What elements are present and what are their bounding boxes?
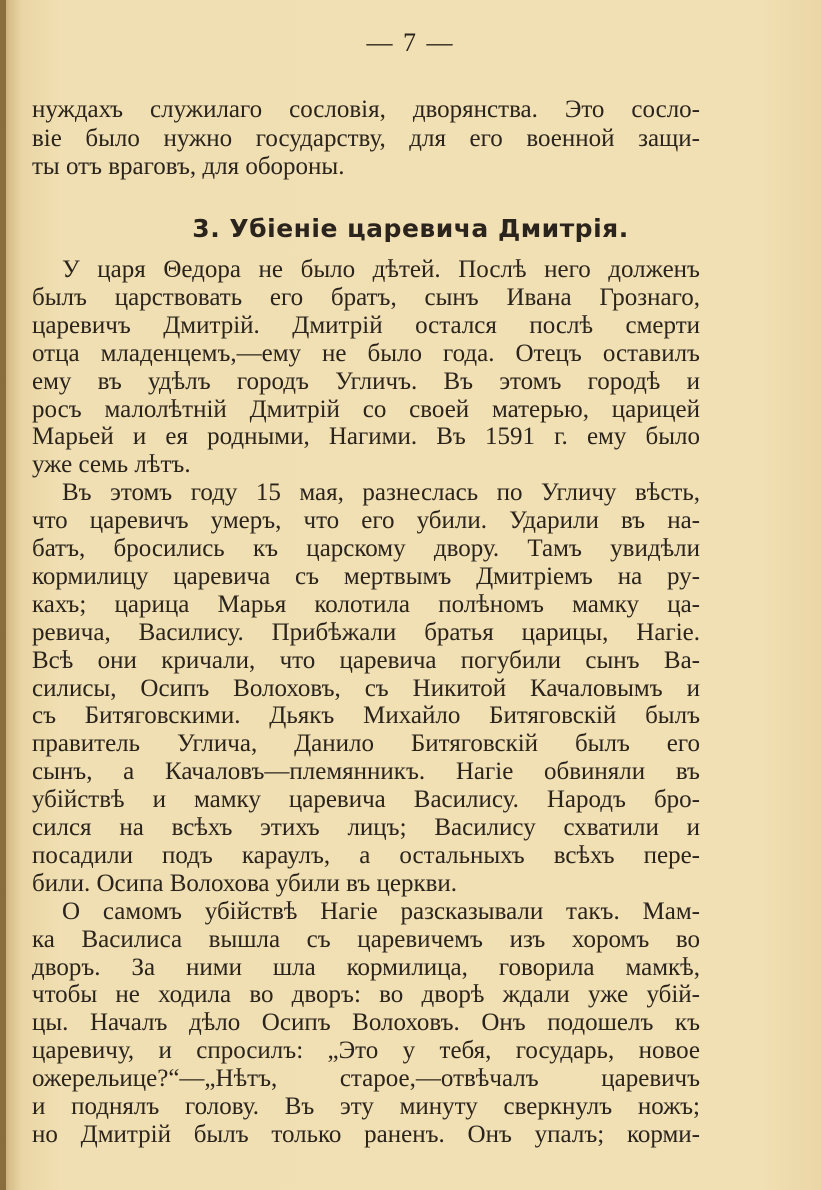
line-text: батъ, бросились къ царскому двору. Тамъ увидѣли <box>32 535 700 562</box>
text-line <box>32 898 700 926</box>
text-line <box>32 730 700 758</box>
line-text: О самомъ убійствѣ Нагіе разсказывали такъ. Мам- <box>62 897 700 925</box>
line-text: чтобы не ходила во дворъ: во дворѣ ждали уже убій- <box>32 981 700 1009</box>
line-text: кормилицу царевича съ мертвымъ Дмитріемъ на ру- <box>32 562 700 590</box>
text-line <box>32 507 700 535</box>
text-line <box>32 1093 700 1121</box>
text-line <box>32 842 700 870</box>
section-heading: 3. Убіеніе царевича Дмитрія. <box>192 214 629 243</box>
line-text: съ Битяговскими. Дьякъ Михайло Битяговскій былъ <box>32 702 700 730</box>
text-line <box>32 284 700 312</box>
line-text: убійствѣ и мамку царевича Василису. Народъ бро- <box>32 786 700 814</box>
line-text: сынъ, а Качаловъ—племянникъ. Нагіе обвиняли въ <box>32 758 700 786</box>
text-line <box>32 340 700 368</box>
line-text: силисы, Осипъ Волоховъ, съ Никитой Качаловымъ и <box>32 674 700 702</box>
page-number: — 7 — <box>366 28 455 57</box>
text-line <box>32 786 700 814</box>
text-line <box>32 926 700 954</box>
text-line <box>32 396 700 424</box>
text-line <box>32 675 700 703</box>
text-line <box>32 368 700 396</box>
text-line <box>32 451 700 479</box>
text-line <box>32 1121 700 1149</box>
line-text: но Дмитрій былъ только раненъ. Онъ упалъ; корми- <box>32 1120 700 1148</box>
line-text: росъ малолѣтній Дмитрій со своей матерью, царицей <box>32 395 700 423</box>
text-line <box>32 758 700 786</box>
line-text: Марьей и ея родными, Нагими. Въ 1591 г. ему было <box>32 423 700 451</box>
text-line <box>32 423 700 451</box>
line-text: царевичъ Дмитрій. Дмитрій остался послѣ смерти <box>32 311 700 339</box>
text-line <box>32 125 700 154</box>
line-text: сился на всѣхъ этихъ лицъ; Василису схватили и <box>32 814 700 841</box>
line-text: ему въ удѣлъ городъ Угличъ. Въ этомъ городѣ и <box>32 367 700 395</box>
text-line <box>32 619 700 647</box>
intro-paragraph <box>32 96 700 182</box>
line-text: правитель Углича, Данило Битяговскій былъ его <box>32 730 700 758</box>
text-line <box>32 814 700 842</box>
line-text: и поднялъ голову. Въ эту минуту сверкнулъ ножъ; <box>32 1093 700 1120</box>
line-text: что царевичъ умеръ, что его убили. Ударили въ на- <box>32 507 700 535</box>
text-line <box>32 96 700 125</box>
line-text: былъ царствовать его братъ, сынъ Ивана Грознаго, <box>32 283 700 311</box>
line-text: били. Осипа Волохова убили въ церкви. <box>32 869 458 897</box>
line-text: Всѣ они кричали, что царевича погубили сынъ Ва- <box>32 646 700 674</box>
text-line <box>32 479 700 507</box>
line-text: нуждахъ служилаго сословія, дворянства. Это сосло- <box>32 96 700 123</box>
line-text: посадили подъ караулъ, а остальныхъ всѣхъ пере- <box>32 841 700 869</box>
line-text: Въ этомъ году 15 мая, разнеслась по Угличу вѣсть, <box>62 479 700 507</box>
line-text: отца младенцемъ,—ему не было года. Отецъ оставилъ <box>32 339 700 367</box>
text-line <box>32 256 700 284</box>
text-line <box>32 563 700 591</box>
line-text: уже семь лѣтъ. <box>32 451 191 479</box>
text-line <box>32 591 700 619</box>
text-line <box>32 870 700 898</box>
line-text: дворъ. За ними шла кормилица, говорила мамкѣ, <box>32 953 700 981</box>
line-text: царевичу, и спросилъ: „Это у тебя, государь, новое <box>32 1037 700 1065</box>
text-line <box>32 312 700 340</box>
line-text: ожерельице?“—„Нѣтъ, старое,—отвѣчалъ царевичъ <box>32 1065 700 1093</box>
line-text: кахъ; царица Марья колотила полѣномъ мамку ца- <box>32 590 700 618</box>
text-line <box>32 702 700 730</box>
line-text: ка Василиса вышла съ царевичемъ изъ хоромъ во <box>32 925 700 953</box>
text-line <box>32 954 700 982</box>
line-text: віе было нужно государству, для его военной защи- <box>32 124 700 152</box>
text-line <box>32 1065 700 1093</box>
text-line <box>32 153 700 182</box>
text-line <box>32 647 700 675</box>
page-spine-edge <box>0 0 6 1190</box>
line-text: У царя Θедора не было дѣтей. Послѣ него долженъ <box>62 256 700 283</box>
line-text: ревича, Василису. Прибѣжали братья царицы, Нагіе. <box>32 618 700 646</box>
text-line <box>32 1009 700 1037</box>
text-line <box>32 1037 700 1065</box>
line-text: цы. Началъ дѣло Осипъ Волоховъ. Онъ подошелъ къ <box>32 1009 700 1037</box>
text-line <box>32 981 700 1009</box>
line-text: ты отъ враговъ, для обороны. <box>32 153 345 181</box>
text-line <box>32 535 700 563</box>
